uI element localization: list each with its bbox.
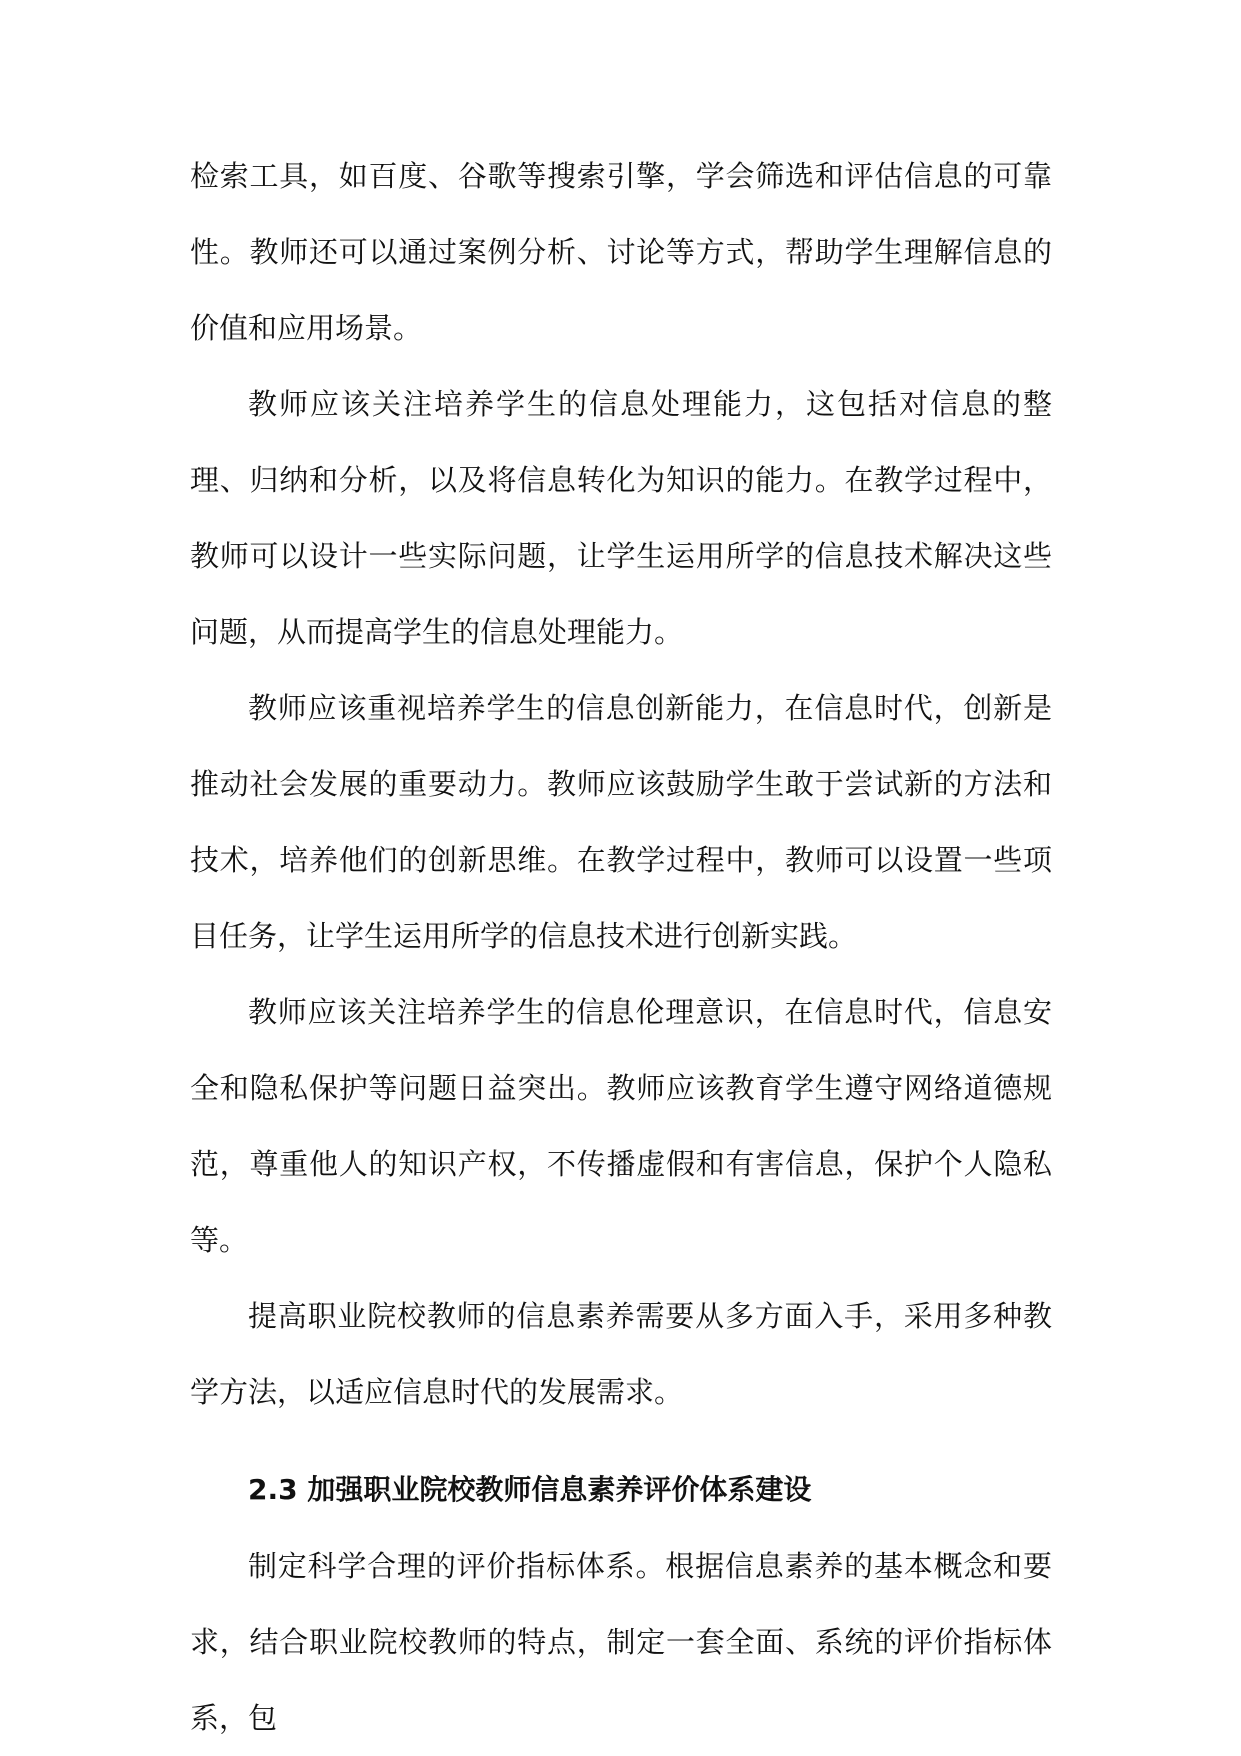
paragraph-evaluation-system: 制定科学合理的评价指标体系。根据信息素养的基本概念和要求，结合职业院校教师的特点，制定一套全面、系统的评价指标体系，包 [190, 1549, 1052, 1735]
paragraph-information-processing: 教师应该关注培养学生的信息处理能力，这包括对信息的整理、归纳和分析，以及将信息转化为知识的能力。在教学过程中，教师可以设计一些实际问题，让学生运用所学的信息技术解决这些问题，从而提高学生的信息处理能力。 [190, 387, 1052, 649]
section-heading: 2.3 加强职业院校教师信息素养评价体系建设 [248, 1473, 812, 1506]
paragraph-continued: 检索工具，如百度、谷歌等搜索引擎，学会筛选和评估信息的可靠性。教师还可以通过案例分析、讨论等方式，帮助学生理解信息的价值和应用场景。 [190, 159, 1052, 345]
paragraph-information-ethics: 教师应该关注培养学生的信息伦理意识，在信息时代，信息安全和隐私保护等问题日益突出。教师应该教育学生遵守网络道德规范，尊重他人的知识产权，不传播虚假和有害信息，保护个人隐私等。 [190, 995, 1052, 1257]
paragraph-information-innovation: 教师应该重视培养学生的信息创新能力，在信息时代，创新是推动社会发展的重要动力。教师应该鼓励学生敢于尝试新的方法和技术，培养他们的创新思维。在教学过程中，教师可以设置一些项目任务，让学生运用所学的信息技术进行创新实践。 [190, 691, 1052, 953]
document-body [190, 138, 1052, 1756]
paragraph-summary: 提高职业院校教师的信息素养需要从多方面入手，采用多种教学方法，以适应信息时代的发展需求。 [190, 1299, 1052, 1409]
